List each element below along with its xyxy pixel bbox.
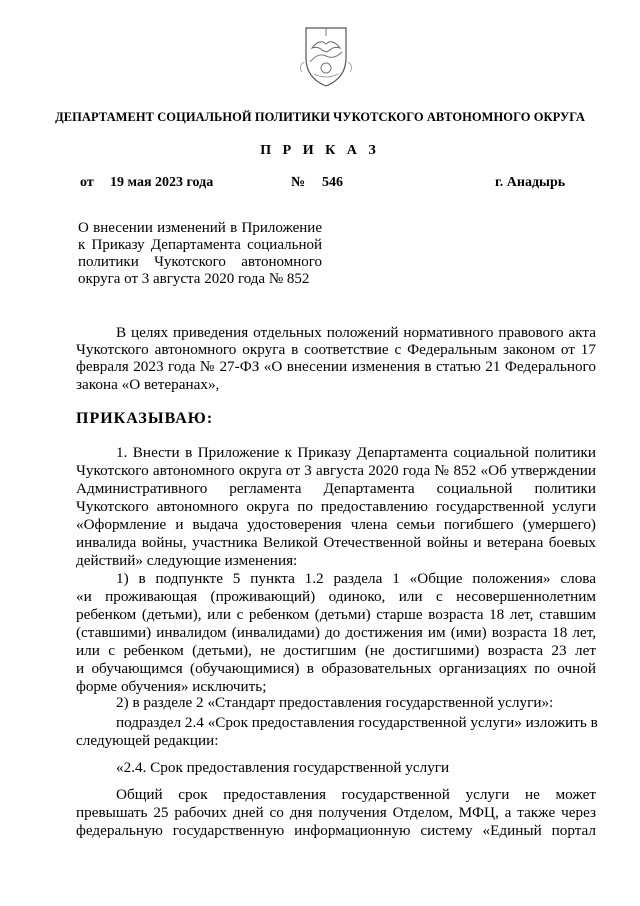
subitem1-line: ребенком (детьми), или с ребенком (детьми) старше возраста 18 лет, ставшим — [76, 606, 596, 623]
item1-line: 1. Внести в Приложение к Приказу Департамента социальной политики — [116, 444, 596, 461]
item1-line: инвалида войны, участника Великой Отечественной войны и ветерана боевых — [76, 534, 596, 551]
preamble-line: В целях приведения отдельных положений нормативного правового акта — [116, 324, 596, 341]
subsection-line: подраздел 2.4 «Срок предоставления государственной услуги» изложить в — [116, 714, 598, 731]
subject-line: округа от 3 августа 2020 года № 852 — [78, 271, 310, 287]
subitem1-line: или с ребенком (детьми), не достигшим (не достигшими) возраста 23 лет — [76, 642, 596, 659]
item1-line: Чукотского автономного округа по предоставлению государственной услуги — [76, 498, 596, 515]
order-subject — [78, 220, 322, 288]
subject-line: политики Чукотского автономного — [78, 254, 322, 270]
term-line: Общий срок предоставления государственной услуги не может — [116, 786, 596, 803]
preamble-line: Чукотского автономного округа в соответствие с Федеральным законом от 17 — [76, 341, 596, 358]
subject-line: О внесении изменений в Приложение — [78, 220, 322, 236]
subitem1-line: (ставшими) инвалидом (инвалидами) до достижения им (ими) возраста 18 лет, — [76, 624, 596, 641]
quoted-section-heading: «2.4. Срок предоставления государственной услуги — [116, 759, 450, 776]
subitem1-line: и обучающимся (обучающимися) в образовательных организациях по очной — [76, 660, 596, 677]
subitem2-line: 2) в разделе 2 «Стандарт предоставления государственной услуги»: — [116, 694, 554, 711]
preamble-line: закона «О ветеранах», — [76, 376, 220, 393]
term-line: превышать 25 рабочих дней со дня получения Отделом, МФЦ, а также через — [76, 804, 596, 821]
number-sign: № — [291, 175, 306, 190]
subitem1-line: 1) в подпункте 5 пункта 1.2 раздела 1 «Общие положения» слова — [116, 570, 596, 587]
subsection-line: следующей редакции: — [76, 732, 219, 749]
subitem1-line: «и проживающая (проживающий) одиноко, или с несовершеннолетним — [76, 588, 596, 605]
chukotka-coat-of-arms-icon — [296, 22, 356, 90]
preamble-line: февраля 2023 года № 27-ФЗ «О внесении изменения в статью 21 Федерального — [76, 358, 596, 375]
subitem1-line: форме обучения» исключить; — [76, 678, 267, 695]
subject-line: к Приказу Департамента социальной — [78, 237, 322, 253]
item1-line: Чукотского автономного округа от 3 августа 2020 года № 852 «Об утверждении — [76, 462, 596, 479]
item1-line: «Оформление и выдача удостоверения члена семьи погибшего (умершего) — [76, 516, 596, 533]
order-word: ПРИКАЗЫВАЮ: — [76, 410, 214, 427]
date-prefix: от — [80, 175, 94, 190]
item1-line: действий» следующие изменения: — [76, 552, 298, 569]
item1-line: Административного регламента Департамента социальной политики — [76, 480, 596, 497]
term-line: федеральную государственную информационную систему «Единый портал — [76, 822, 596, 839]
department-name: ДЕПАРТАМЕНТ СОЦИАЛЬНОЙ ПОЛИТИКИ ЧУКОТСКОГО АВТОНОМНОГО ОКРУГА — [55, 110, 585, 124]
document-title: П Р И К А З — [260, 143, 380, 158]
city: г. Анадырь — [495, 175, 566, 190]
order-number: 546 — [322, 175, 343, 190]
order-date: 19 мая 2023 года — [110, 175, 214, 190]
